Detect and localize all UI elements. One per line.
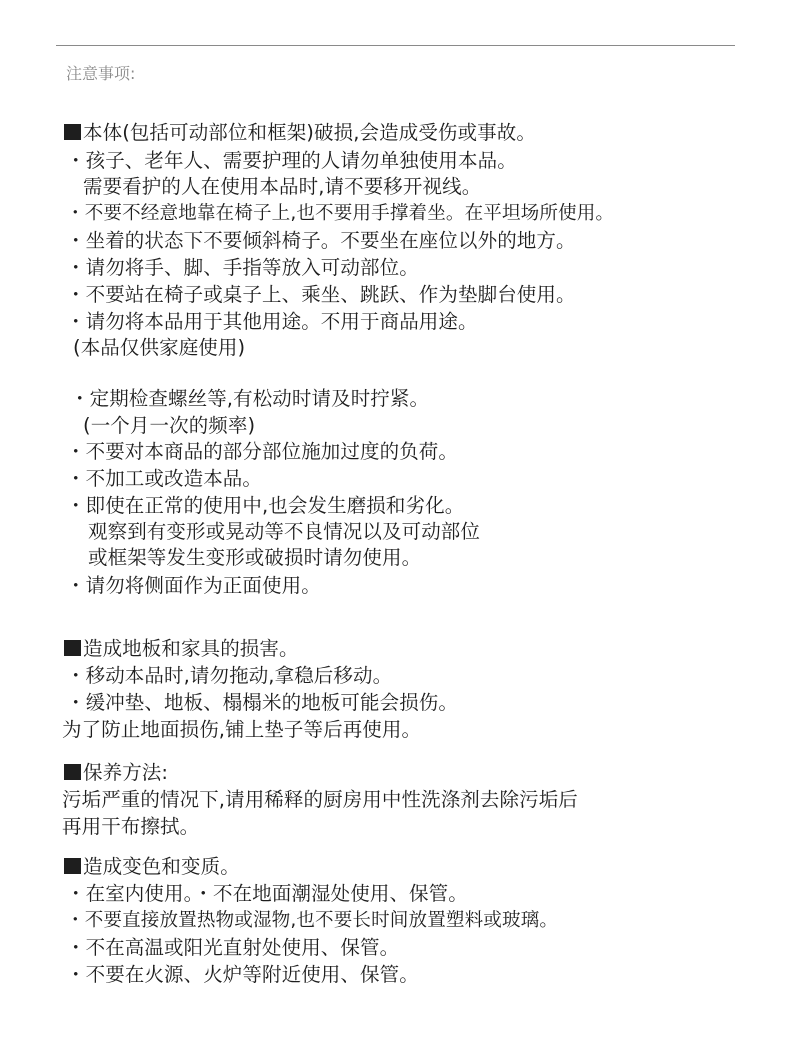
list-item: (本品仅供家庭使用)	[73, 336, 246, 359]
list-item: (一个月一次的频率)	[83, 414, 256, 437]
list-item: ・在室内使用。・不在地面潮湿处使用、保管。	[66, 882, 468, 905]
section-title-floor-damage: 造成地板和家具的损害。	[64, 636, 299, 662]
list-item: ・坐着的状态下不要倾斜椅子。不要坐在座位以外的地方。	[66, 229, 576, 252]
section-title-discoloration: 造成变色和变质。	[64, 854, 240, 880]
list-item: ・不在高温或阳光直射处使用、保管。	[66, 936, 400, 959]
list-item: ・不要直接放置热物或湿物,也不要长时间放置塑料或玻璃。	[66, 910, 559, 931]
list-item: ・请勿将本品用于其他用途。不用于商品用途。	[66, 310, 478, 333]
list-item: 需要看护的人在使用本品时,请不要移开视线。	[83, 175, 482, 198]
list-item: ・不要不经意地靠在椅子上,也不要用手撑着坐。在平坦场所使用。	[66, 203, 615, 224]
list-item: ・不要在火源、火炉等附近使用、保管。	[66, 963, 419, 986]
list-item: ・请勿将手、脚、手指等放入可动部位。	[66, 256, 419, 279]
list-item: ・不加工或改造本品。	[66, 467, 263, 490]
square-bullet-icon	[64, 858, 81, 874]
list-item: ・移动本品时,请勿拖动,拿稳后移动。	[66, 664, 393, 687]
list-item: ・定期检查螺丝等,有松动时请及时拧紧。	[70, 387, 430, 410]
list-item: ・孩子、老年人、需要护理的人请勿单独使用本品。	[66, 149, 517, 172]
list-item: 再用干布擦拭。	[62, 815, 200, 838]
list-item: ・即使在正常的使用中,也会发生磨损和劣化。	[66, 494, 465, 517]
square-bullet-icon	[64, 764, 81, 780]
section-title-maintenance: 保养方法:	[64, 760, 168, 786]
top-divider	[56, 45, 735, 46]
list-item: ・不要对本商品的部分部位施加过度的负荷。	[66, 440, 459, 463]
list-item: ・请勿将侧面作为正面使用。	[66, 574, 321, 597]
square-bullet-icon	[64, 124, 81, 140]
list-item: 为了防止地面损伤,铺上垫子等后再使用。	[62, 718, 422, 741]
list-item: 或框架等发生变形或破损时请勿使用。	[88, 546, 422, 569]
list-item: ・缓冲垫、地板、榻榻米的地板可能会损伤。	[66, 691, 459, 714]
notice-heading: 注意事项:	[66, 64, 136, 83]
list-item: 观察到有变形或晃动等不良情况以及可动部位	[88, 520, 481, 543]
square-bullet-icon	[64, 640, 81, 656]
list-item: ・不要站在椅子或桌子上、乘坐、跳跃、作为垫脚台使用。	[66, 283, 576, 306]
section-title-damage: 本体(包括可动部位和框架)破损,会造成受伤或事故。	[64, 120, 536, 146]
list-item: 污垢严重的情况下,请用稀释的厨房用中性洗涤剂去除污垢后	[62, 788, 578, 811]
